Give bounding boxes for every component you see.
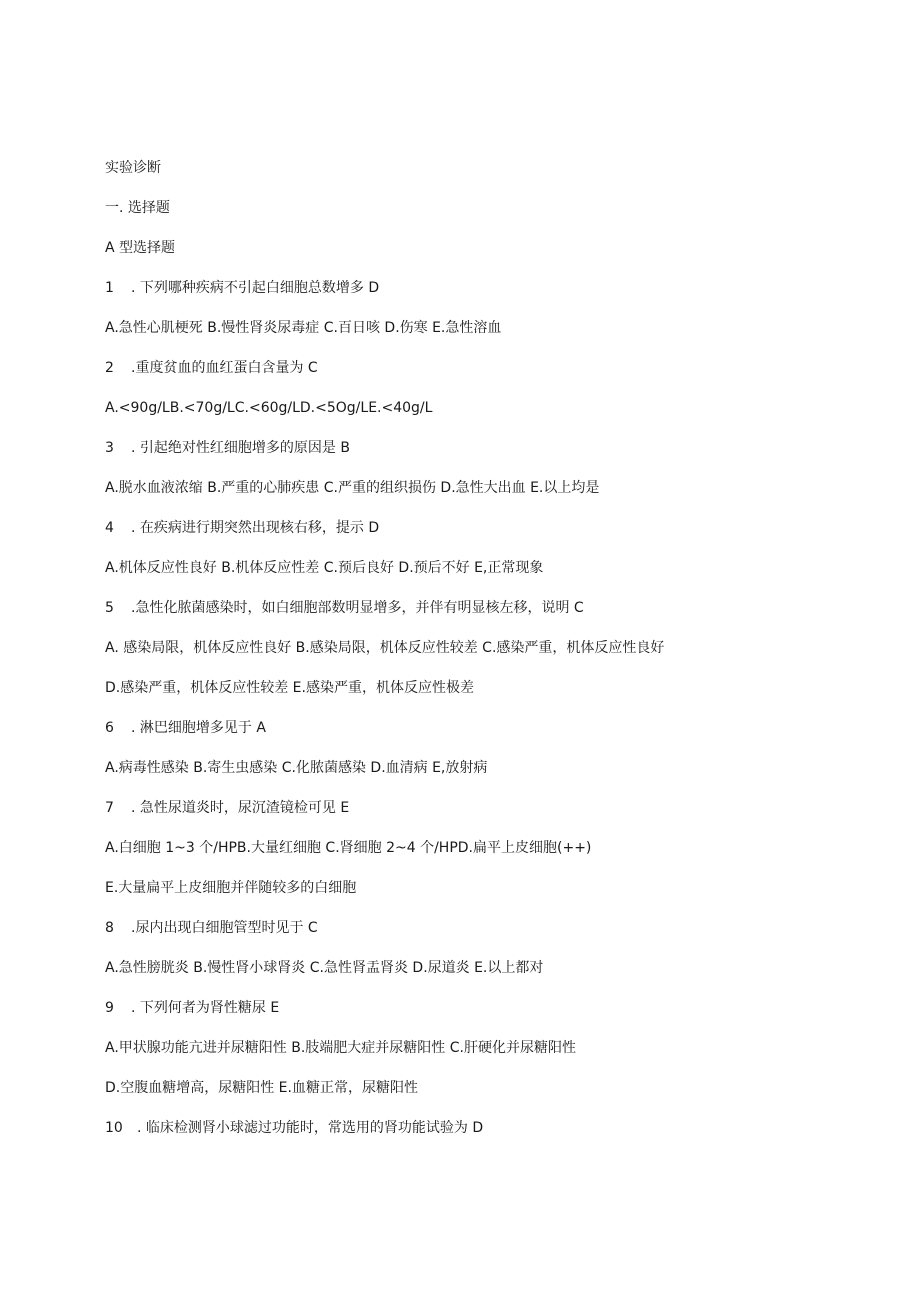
question-5 [105, 598, 584, 618]
question-number: 6 [105, 720, 114, 736]
question-8 [105, 918, 318, 938]
question-text: .尿内出现白细胞管型时见于 C [131, 920, 318, 936]
question-number: 5 [105, 600, 114, 616]
question-6 [105, 718, 266, 738]
question-3 [105, 438, 350, 458]
question-number: 10 [105, 1120, 123, 1136]
question-2 [105, 358, 318, 378]
question-text: . 下列何者为肾性糖尿 E [131, 1000, 280, 1016]
question-number: 4 [105, 520, 114, 536]
question-1 [105, 278, 379, 298]
question-number: 9 [105, 1000, 114, 1016]
document-title: 实验诊断 [105, 160, 161, 176]
question-1-options: A.急性心肌梗死 B.慢性肾炎尿毒症 C.百日咳 D.伤寒 E.急性溶血 [105, 320, 502, 336]
question-7-options-line-1: A.白细胞 1~3 个/HPB.大量红细胞 C.肾细胞 2~4 个/HPD.扁平上皮细胞(++) [105, 840, 592, 856]
question-number: 1 [105, 280, 114, 296]
question-text: . 引起绝对性红细胞增多的原因是 B [131, 440, 350, 456]
question-number: 8 [105, 920, 114, 936]
question-text: .急性化脓菌感染时，如白细胞部数明显增多，并伴有明显核左移，说明 C [131, 600, 584, 616]
question-text: . 在疾病进行期突然出现核右移，提示 D [131, 520, 380, 536]
question-7 [105, 798, 349, 818]
section-heading: 一. 选择题 [105, 200, 170, 216]
question-4-options: A.机体反应性良好 B.机体反应性差 C.预后良好 D.预后不好 E,正常现象 [105, 560, 544, 576]
question-10 [105, 1118, 483, 1138]
question-8-options: A.急性膀胱炎 B.慢性肾小球肾炎 C.急性肾盂肾炎 D.尿道炎 E.以上都对 [105, 960, 544, 976]
question-4 [105, 518, 379, 538]
question-9-options-line-2: D.空腹血糖增高，尿糖阳性 E.血糖正常，尿糖阳性 [105, 1080, 418, 1096]
question-number: 2 [105, 360, 114, 376]
question-5-options-line-2: D.感染严重，机体反应性较差 E.感染严重，机体反应性极差 [105, 680, 474, 696]
question-text: . 下列哪种疾病不引起白细胞总数增多 D [131, 280, 380, 296]
question-text: . 淋巴细胞增多见于 A [131, 720, 266, 736]
question-text: . 临床检测肾小球滤过功能时，常选用的肾功能试验为 D [137, 1120, 484, 1136]
question-9-options-line-1: A.甲状腺功能亢进并尿糖阳性 B.肢端肥大症并尿糖阳性 C.肝硬化并尿糖阳性 [105, 1040, 576, 1056]
question-5-options-line-1: A. 感染局限，机体反应性良好 B.感染局限，机体反应性较差 C.感染严重，机体反应性良好 [105, 640, 665, 656]
question-2-options: A.<90g/LB.<70g/LC.<60g/LD.<5Og/LE.<40g/L [105, 400, 433, 416]
question-number: 7 [105, 800, 114, 816]
question-6-options: A.病毒性感染 B.寄生虫感染 C.化脓菌感染 D.血清病 E,放射病 [105, 760, 488, 776]
question-9 [105, 998, 279, 1018]
question-number: 3 [105, 440, 114, 456]
question-7-options-line-2: E.大量扁平上皮细胞并伴随较多的白细胞 [105, 880, 357, 896]
question-3-options: A.脱水血液浓缩 B.严重的心肺疾患 C.严重的组织损伤 D.急性大出血 E.以上均是 [105, 480, 600, 496]
subsection-heading: A 型选择题 [105, 240, 176, 256]
question-text: .重度贫血的血红蛋白含量为 C [131, 360, 318, 376]
question-text: . 急性尿道炎时，尿沉渣镜检可见 E [131, 800, 350, 816]
